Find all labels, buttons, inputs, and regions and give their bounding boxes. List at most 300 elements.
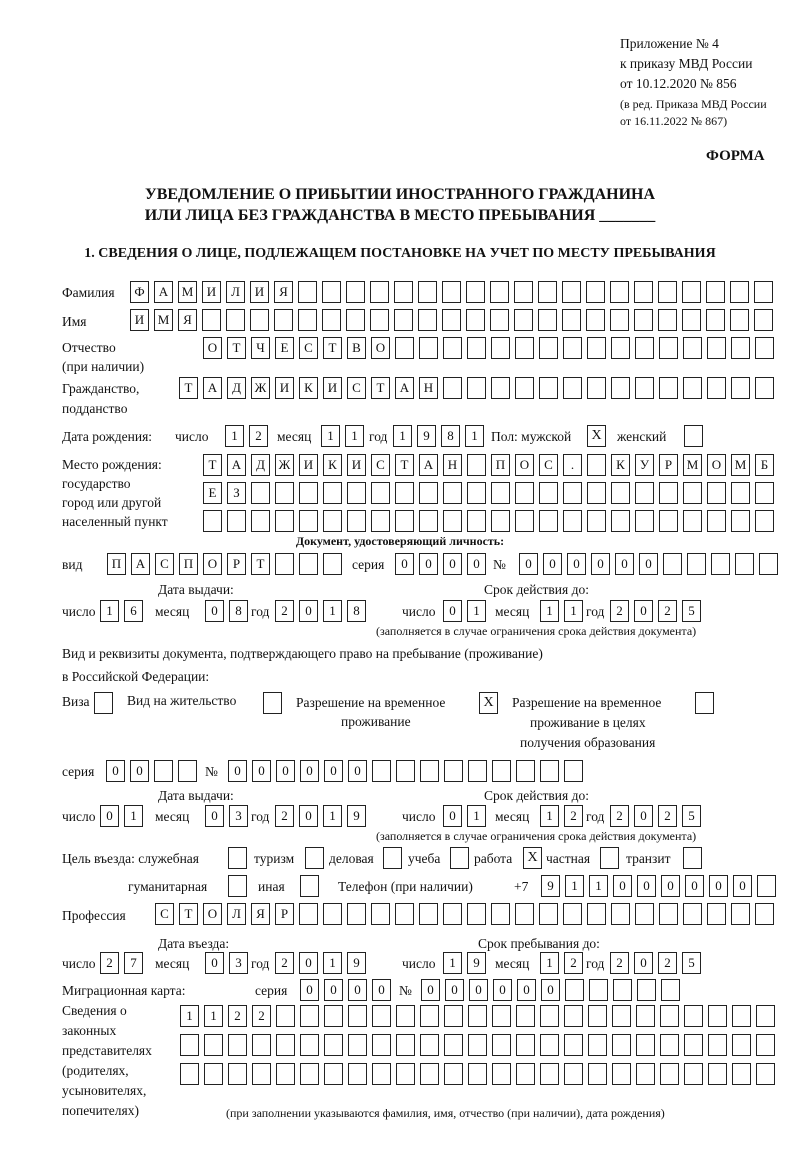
char-cell[interactable] [611,337,630,359]
char-cell[interactable]: 2 [252,1005,271,1027]
char-cell[interactable] [468,760,487,782]
char-cell[interactable] [250,309,269,331]
char-cell[interactable] [586,309,605,331]
temp-permit-edu-checkbox[interactable] [695,692,714,714]
char-cell[interactable]: 2 [658,952,677,974]
char-cell[interactable]: 1 [124,805,143,827]
char-cell[interactable] [466,281,485,303]
char-cell[interactable] [683,903,702,925]
char-cell[interactable]: 8 [229,600,248,622]
char-cell[interactable] [516,1034,535,1056]
char-cell[interactable] [563,510,582,532]
char-cell[interactable] [300,1005,319,1027]
valid-day-field[interactable] [443,805,486,827]
char-cell[interactable] [564,1005,583,1027]
char-cell[interactable]: Т [323,337,342,359]
char-cell[interactable]: 0 [205,805,224,827]
id-series-field[interactable] [395,553,486,575]
char-cell[interactable]: 0 [299,805,318,827]
char-cell[interactable] [757,875,776,897]
char-cell[interactable]: 0 [634,600,653,622]
char-cell[interactable]: 0 [541,979,560,1001]
char-cell[interactable] [154,760,173,782]
char-cell[interactable] [396,1034,415,1056]
char-cell[interactable] [394,281,413,303]
char-cell[interactable]: Я [274,281,293,303]
id-number-field[interactable] [519,553,778,575]
char-cell[interactable] [324,1034,343,1056]
char-cell[interactable]: 1 [323,952,342,974]
char-cell[interactable]: 2 [249,425,268,447]
char-cell[interactable] [663,553,682,575]
char-cell[interactable]: 1 [540,952,559,974]
char-cell[interactable] [515,337,534,359]
char-cell[interactable]: 0 [634,805,653,827]
char-cell[interactable] [564,1034,583,1056]
char-cell[interactable] [634,281,653,303]
char-cell[interactable]: 0 [100,805,119,827]
char-cell[interactable] [322,281,341,303]
char-cell[interactable] [370,281,389,303]
char-cell[interactable]: 1 [345,425,364,447]
char-cell[interactable] [756,1005,775,1027]
char-cell[interactable]: 1 [540,805,559,827]
char-cell[interactable] [444,760,463,782]
char-cell[interactable] [396,1063,415,1085]
char-cell[interactable]: 1 [467,805,486,827]
char-cell[interactable]: С [539,454,558,476]
char-cell[interactable] [252,1034,271,1056]
char-cell[interactable]: 1 [467,600,486,622]
char-cell[interactable]: 1 [564,600,583,622]
char-cell[interactable]: З [227,482,246,504]
char-cell[interactable]: 2 [228,1005,247,1027]
char-cell[interactable]: 0 [205,600,224,622]
char-cell[interactable] [372,1034,391,1056]
surname-field[interactable] [130,281,773,303]
char-cell[interactable]: И [130,309,149,331]
char-cell[interactable] [348,1034,367,1056]
char-cell[interactable] [756,1063,775,1085]
char-cell[interactable] [322,309,341,331]
visa-checkbox[interactable] [94,692,113,714]
char-cell[interactable] [708,1034,727,1056]
char-cell[interactable] [420,1034,439,1056]
char-cell[interactable] [635,510,654,532]
char-cell[interactable]: Р [275,903,294,925]
char-cell[interactable]: 2 [275,952,294,974]
birth-year-field[interactable] [393,425,484,447]
char-cell[interactable] [515,482,534,504]
char-cell[interactable] [587,510,606,532]
char-cell[interactable] [347,482,366,504]
stay-month-field[interactable] [540,952,583,974]
char-cell[interactable] [587,482,606,504]
char-cell[interactable] [226,309,245,331]
char-cell[interactable]: Ж [275,454,294,476]
char-cell[interactable]: 5 [682,952,701,974]
char-cell[interactable] [540,760,559,782]
char-cell[interactable] [371,482,390,504]
char-cell[interactable]: И [275,377,294,399]
char-cell[interactable]: 0 [419,553,438,575]
char-cell[interactable] [251,482,270,504]
char-cell[interactable] [204,1034,223,1056]
char-cell[interactable] [706,281,725,303]
char-cell[interactable]: 2 [610,952,629,974]
char-cell[interactable]: 0 [661,875,680,897]
patronymic-field[interactable] [203,337,774,359]
char-cell[interactable] [731,510,750,532]
char-cell[interactable] [299,553,318,575]
id-kind-field[interactable] [107,553,342,575]
char-cell[interactable]: 0 [395,553,414,575]
char-cell[interactable] [491,903,510,925]
char-cell[interactable] [443,377,462,399]
char-cell[interactable] [539,377,558,399]
char-cell[interactable] [588,1005,607,1027]
char-cell[interactable]: С [155,903,174,925]
char-cell[interactable]: 5 [682,805,701,827]
char-cell[interactable] [444,1034,463,1056]
char-cell[interactable] [659,510,678,532]
char-cell[interactable] [372,1063,391,1085]
char-cell[interactable] [396,760,415,782]
char-cell[interactable] [443,337,462,359]
char-cell[interactable] [754,281,773,303]
char-cell[interactable] [492,1063,511,1085]
char-cell[interactable] [610,281,629,303]
char-cell[interactable]: 0 [639,553,658,575]
char-cell[interactable]: В [347,337,366,359]
char-cell[interactable]: Р [659,454,678,476]
char-cell[interactable] [612,1034,631,1056]
char-cell[interactable]: 9 [347,952,366,974]
birthplace-field-1[interactable] [203,454,774,476]
char-cell[interactable] [516,760,535,782]
char-cell[interactable] [275,510,294,532]
char-cell[interactable] [370,309,389,331]
char-cell[interactable]: 0 [324,760,343,782]
char-cell[interactable] [635,377,654,399]
char-cell[interactable] [467,337,486,359]
char-cell[interactable] [251,510,270,532]
char-cell[interactable]: 0 [685,875,704,897]
char-cell[interactable]: М [178,281,197,303]
char-cell[interactable] [659,337,678,359]
char-cell[interactable] [178,760,197,782]
char-cell[interactable] [730,281,749,303]
char-cell[interactable]: 0 [324,979,343,1001]
char-cell[interactable] [707,510,726,532]
purpose-private-checkbox[interactable] [600,847,619,869]
char-cell[interactable] [564,1063,583,1085]
char-cell[interactable]: 0 [299,600,318,622]
char-cell[interactable]: 2 [564,805,583,827]
purpose-other-checkbox[interactable] [300,875,319,897]
char-cell[interactable] [731,482,750,504]
char-cell[interactable]: Е [275,337,294,359]
char-cell[interactable]: 1 [180,1005,199,1027]
char-cell[interactable]: 0 [543,553,562,575]
char-cell[interactable]: Ч [251,337,270,359]
stay-year-field[interactable] [610,952,701,974]
char-cell[interactable] [588,1063,607,1085]
char-cell[interactable] [420,760,439,782]
char-cell[interactable]: О [203,903,222,925]
issue-month-field[interactable] [205,805,248,827]
char-cell[interactable] [298,309,317,331]
char-cell[interactable] [324,1063,343,1085]
char-cell[interactable] [587,903,606,925]
char-cell[interactable]: 0 [517,979,536,1001]
valid-year-field[interactable] [610,805,701,827]
char-cell[interactable]: Т [251,553,270,575]
char-cell[interactable] [661,979,680,1001]
char-cell[interactable] [467,482,486,504]
char-cell[interactable] [395,903,414,925]
char-cell[interactable] [707,377,726,399]
char-cell[interactable]: 0 [519,553,538,575]
char-cell[interactable]: 0 [445,979,464,1001]
char-cell[interactable] [587,454,606,476]
char-cell[interactable]: 0 [443,553,462,575]
char-cell[interactable]: 8 [347,600,366,622]
char-cell[interactable] [613,979,632,1001]
char-cell[interactable] [563,482,582,504]
char-cell[interactable] [394,309,413,331]
char-cell[interactable] [300,1063,319,1085]
char-cell[interactable] [491,337,510,359]
valid-month-field[interactable] [540,805,583,827]
char-cell[interactable] [759,553,778,575]
char-cell[interactable] [491,482,510,504]
char-cell[interactable]: 0 [591,553,610,575]
char-cell[interactable] [468,1063,487,1085]
char-cell[interactable] [540,1063,559,1085]
char-cell[interactable] [658,309,677,331]
char-cell[interactable] [732,1005,751,1027]
char-cell[interactable] [202,309,221,331]
char-cell[interactable]: С [299,337,318,359]
char-cell[interactable]: К [323,454,342,476]
char-cell[interactable]: . [563,454,582,476]
char-cell[interactable] [731,903,750,925]
char-cell[interactable] [612,1005,631,1027]
entry-year-field[interactable] [275,952,366,974]
char-cell[interactable] [276,1063,295,1085]
char-cell[interactable]: 0 [348,979,367,1001]
migration-series-field[interactable] [300,979,391,1001]
char-cell[interactable] [299,903,318,925]
char-cell[interactable]: П [179,553,198,575]
migration-number-field[interactable] [421,979,680,1001]
char-cell[interactable] [395,337,414,359]
char-cell[interactable] [491,510,510,532]
char-cell[interactable] [708,1005,727,1027]
char-cell[interactable]: Я [251,903,270,925]
char-cell[interactable] [372,760,391,782]
char-cell[interactable] [514,281,533,303]
char-cell[interactable]: 2 [564,952,583,974]
char-cell[interactable]: 0 [567,553,586,575]
char-cell[interactable]: 1 [565,875,584,897]
char-cell[interactable] [516,1063,535,1085]
char-cell[interactable] [565,979,584,1001]
purpose-official-checkbox[interactable] [228,847,247,869]
char-cell[interactable] [755,377,774,399]
char-cell[interactable]: П [107,553,126,575]
stay-series-field[interactable] [106,760,197,782]
char-cell[interactable]: Д [251,454,270,476]
temp-permit-checkbox[interactable]: X [479,692,498,714]
char-cell[interactable] [323,553,342,575]
reps-field-2[interactable] [180,1034,775,1056]
char-cell[interactable]: 0 [709,875,728,897]
char-cell[interactable]: 2 [100,952,119,974]
issue-year-field[interactable] [275,600,366,622]
char-cell[interactable] [754,309,773,331]
char-cell[interactable] [419,337,438,359]
char-cell[interactable]: 0 [469,979,488,1001]
char-cell[interactable] [204,1063,223,1085]
char-cell[interactable]: 1 [443,952,462,974]
char-cell[interactable]: 0 [252,760,271,782]
char-cell[interactable]: 0 [299,952,318,974]
char-cell[interactable] [563,377,582,399]
char-cell[interactable]: 0 [733,875,752,897]
char-cell[interactable] [659,482,678,504]
char-cell[interactable]: О [203,337,222,359]
char-cell[interactable] [755,482,774,504]
char-cell[interactable]: 0 [276,760,295,782]
char-cell[interactable]: Я [178,309,197,331]
char-cell[interactable]: Т [179,903,198,925]
issue-day-field[interactable] [100,805,143,827]
char-cell[interactable]: 3 [229,805,248,827]
char-cell[interactable]: 1 [540,600,559,622]
char-cell[interactable] [612,1063,631,1085]
char-cell[interactable] [755,337,774,359]
char-cell[interactable] [323,482,342,504]
char-cell[interactable] [490,281,509,303]
purpose-work-checkbox[interactable]: X [523,847,542,869]
char-cell[interactable] [490,309,509,331]
char-cell[interactable] [660,1005,679,1027]
purpose-business-checkbox[interactable] [383,847,402,869]
char-cell[interactable]: 3 [229,952,248,974]
char-cell[interactable]: 2 [658,805,677,827]
char-cell[interactable]: 2 [275,600,294,622]
char-cell[interactable] [687,553,706,575]
char-cell[interactable]: Б [755,454,774,476]
char-cell[interactable] [419,482,438,504]
char-cell[interactable]: А [395,377,414,399]
issue-day-field[interactable] [100,600,143,622]
char-cell[interactable]: Т [395,454,414,476]
char-cell[interactable] [348,1005,367,1027]
char-cell[interactable] [442,309,461,331]
char-cell[interactable]: 0 [300,979,319,1001]
char-cell[interactable]: Ф [130,281,149,303]
char-cell[interactable] [347,510,366,532]
char-cell[interactable]: 0 [348,760,367,782]
char-cell[interactable]: А [154,281,173,303]
char-cell[interactable]: 0 [493,979,512,1001]
char-cell[interactable] [491,377,510,399]
char-cell[interactable] [420,1005,439,1027]
char-cell[interactable] [444,1063,463,1085]
char-cell[interactable] [347,903,366,925]
char-cell[interactable] [586,281,605,303]
char-cell[interactable]: О [515,454,534,476]
char-cell[interactable] [683,337,702,359]
char-cell[interactable]: С [347,377,366,399]
char-cell[interactable] [731,337,750,359]
purpose-tourism-checkbox[interactable] [305,847,324,869]
char-cell[interactable] [324,1005,343,1027]
char-cell[interactable] [180,1063,199,1085]
char-cell[interactable] [276,1034,295,1056]
char-cell[interactable]: 1 [100,600,119,622]
purpose-humanitarian-checkbox[interactable] [228,875,247,897]
char-cell[interactable] [348,1063,367,1085]
char-cell[interactable] [443,510,462,532]
char-cell[interactable]: 0 [467,553,486,575]
char-cell[interactable] [444,1005,463,1027]
char-cell[interactable] [611,377,630,399]
char-cell[interactable] [562,309,581,331]
char-cell[interactable]: 9 [347,805,366,827]
char-cell[interactable]: 2 [658,600,677,622]
name-field[interactable] [130,309,773,331]
char-cell[interactable]: 0 [634,952,653,974]
char-cell[interactable] [419,903,438,925]
char-cell[interactable]: Л [226,281,245,303]
char-cell[interactable] [563,337,582,359]
char-cell[interactable]: 1 [204,1005,223,1027]
char-cell[interactable] [540,1005,559,1027]
entry-day-field[interactable] [100,952,143,974]
citizenship-field[interactable] [179,377,774,399]
issue-month-field[interactable] [205,600,248,622]
char-cell[interactable] [468,1034,487,1056]
char-cell[interactable] [299,510,318,532]
char-cell[interactable]: 0 [300,760,319,782]
char-cell[interactable] [467,510,486,532]
char-cell[interactable] [396,1005,415,1027]
char-cell[interactable]: М [683,454,702,476]
char-cell[interactable]: О [371,337,390,359]
char-cell[interactable] [711,553,730,575]
char-cell[interactable] [298,281,317,303]
char-cell[interactable]: 0 [615,553,634,575]
residence-permit-checkbox[interactable] [263,692,282,714]
char-cell[interactable] [587,377,606,399]
char-cell[interactable] [611,510,630,532]
char-cell[interactable] [514,309,533,331]
char-cell[interactable] [466,309,485,331]
char-cell[interactable] [732,1063,751,1085]
char-cell[interactable] [564,760,583,782]
char-cell[interactable] [443,482,462,504]
char-cell[interactable]: П [491,454,510,476]
char-cell[interactable] [515,510,534,532]
char-cell[interactable] [420,1063,439,1085]
char-cell[interactable]: И [347,454,366,476]
char-cell[interactable]: 2 [610,600,629,622]
char-cell[interactable]: 0 [421,979,440,1001]
